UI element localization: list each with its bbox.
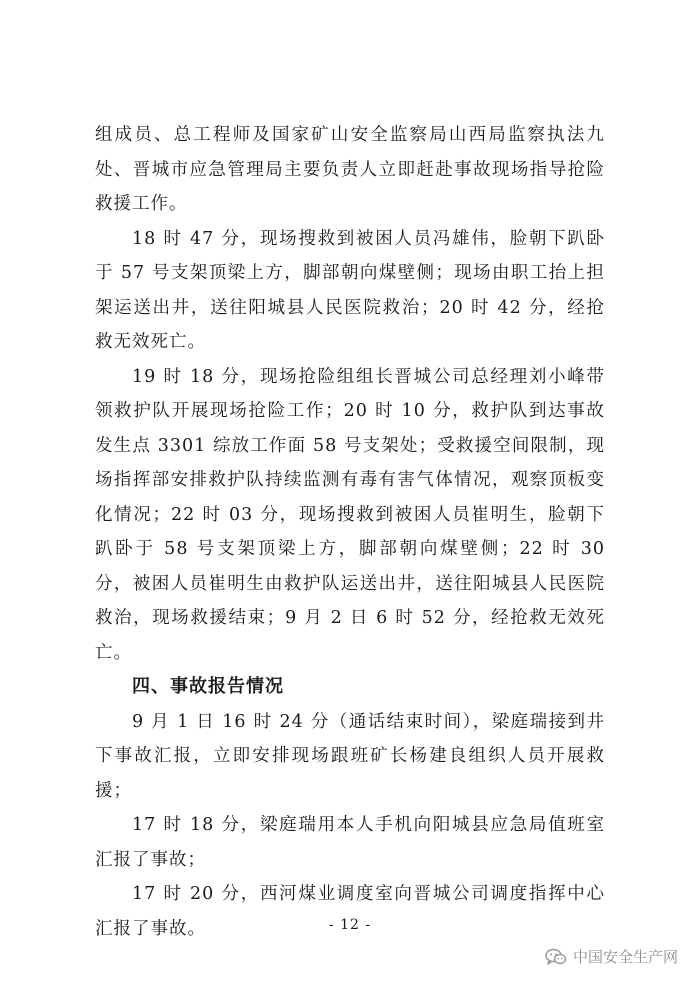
paragraph-report-1624: 9 月 1 日 16 时 24 分（通话结束时间），梁庭瑞接到井下事故汇报，立即安排现场跟班矿长杨建良组织人员开展救援；	[95, 711, 605, 801]
paragraph-rescue-1918: 19 时 18 分，现场抢险组组长晋城公司总经理刘小峰带领救护队开展现场抢险工作；20 时 10 分，救护队到达事故发生点 3301 综放工作面 58 号支架处；受救援空间限制，现场指挥部安排救护队持续监测有毒有害气体情况，观察顶板变化情况；22 时 03 分，现场搜救到被困人员崔明生，脸朝下趴卧于 58 号支架顶梁上方，脚部朝向煤壁侧；22 时 30 分，被困人员崔明生由救护队运送出井，送往阳城县人民医院救治，现场救援结束；9 月 2 日 6 时 52 分，经抢救无效死亡。	[95, 366, 605, 663]
paragraph-continuation: 组成员、总工程师及国家矿山安全监察局山西局监察执法九处、晋城市应急管理局主要负责人立即赶赴事故现场指导抢险救援工作。	[95, 125, 605, 214]
page-number: - 12 -	[328, 917, 372, 933]
paragraph-report-1718: 17 时 18 分，梁庭瑞用本人手机向阳城县应急局值班室汇报了事故；	[95, 815, 605, 870]
paragraph-report-1720: 17 时 20 分，西河煤业调度室向晋城公司调度指挥中心汇报了事故。	[95, 884, 605, 939]
section-heading: 四、事故报告情况	[132, 676, 284, 697]
document-body	[95, 118, 605, 946]
watermark-text: 中国安全生产网	[572, 948, 678, 966]
wechat-icon	[545, 948, 567, 966]
watermark	[545, 946, 678, 967]
paragraph-rescue-1847: 18 时 47 分，现场搜救到被困人员冯雄伟，脸朝下趴卧于 57 号支架顶梁上方，脚部朝向煤壁侧；现场由职工抬上担架运送出井，送往阳城县人民医院救治；20 时 42 分，经抢救无效死亡。	[95, 228, 605, 352]
